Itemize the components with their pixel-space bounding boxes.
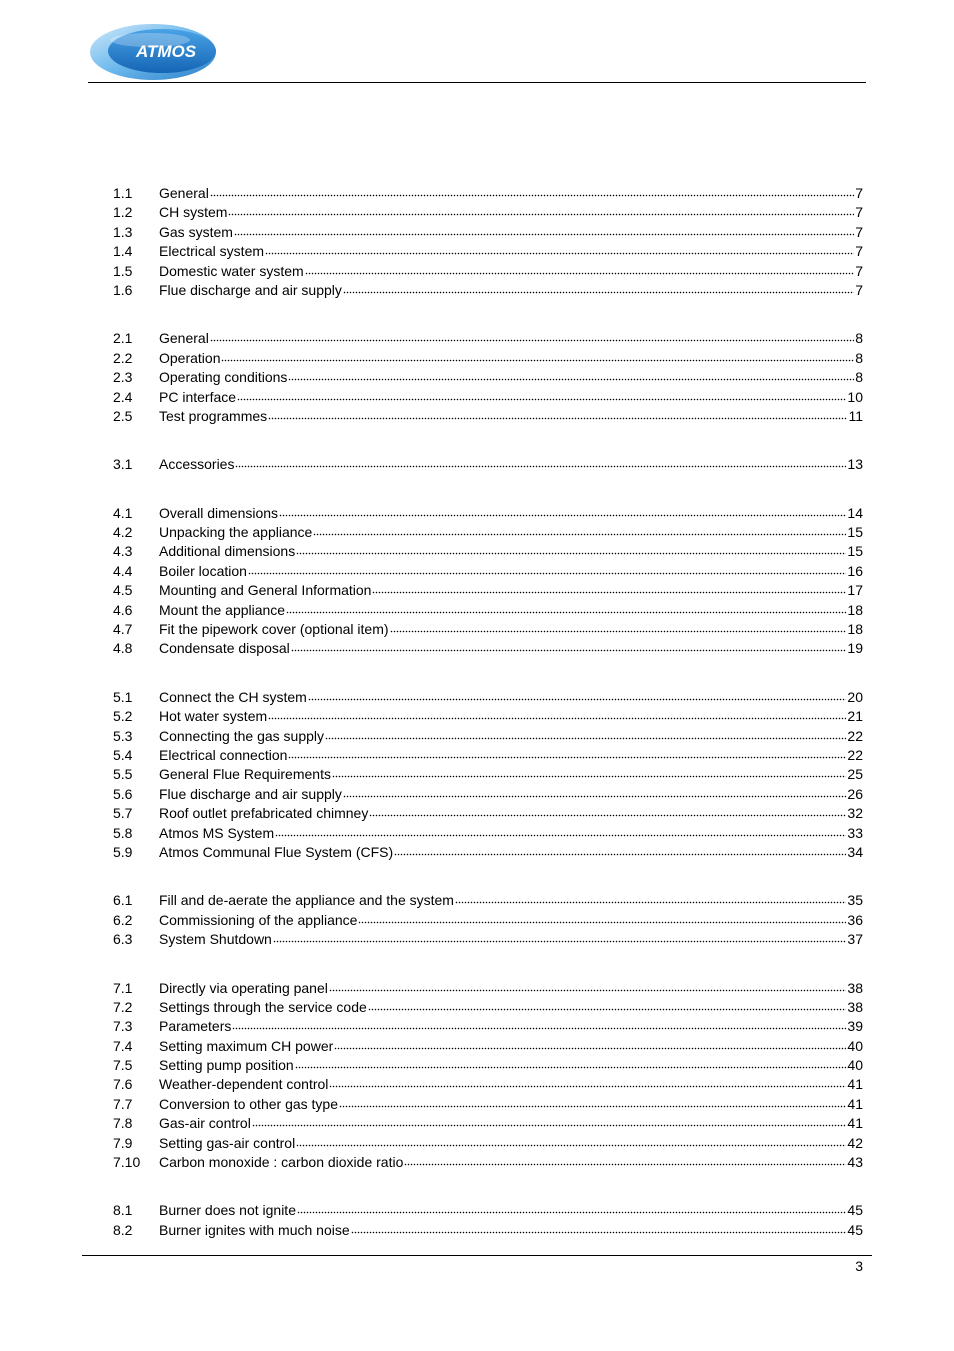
dot-leader [268, 716, 846, 720]
toc-entry[interactable] [113, 746, 863, 765]
toc-entry[interactable] [113, 688, 863, 707]
toc-entry-title: System Shutdown [159, 931, 272, 948]
toc-entry[interactable] [113, 388, 863, 407]
dot-leader [235, 464, 846, 468]
toc-entry-title: Fill and de-aerate the appliance and the system [159, 892, 454, 909]
toc-entry-title: Fit the pipework cover (optional item) [159, 621, 389, 638]
toc-section-8 [113, 1201, 863, 1240]
toc-entry-number: 5.6 [113, 785, 133, 802]
toc-entry-title: Test programmes [159, 407, 268, 424]
toc-entry-title: Unpacking the appliance [159, 524, 313, 541]
toc-entry-number: 7.1 [113, 979, 133, 996]
toc-section-1 [113, 184, 863, 300]
toc-entry[interactable] [113, 765, 863, 784]
toc-entry-title: Settings through the service code [159, 998, 367, 1015]
toc-entry[interactable] [113, 727, 863, 746]
toc-section-5 [113, 688, 863, 863]
toc-entry-page: 38 [847, 998, 863, 1015]
dot-leader [308, 697, 847, 701]
dot-leader [296, 551, 846, 555]
toc-entry-page: 19 [847, 640, 863, 657]
toc-entry-page: 43 [847, 1154, 863, 1171]
dot-leader [329, 988, 847, 992]
toc-entry[interactable] [113, 184, 863, 203]
atmos-logo [90, 22, 220, 82]
toc-entry-title: Electrical system [159, 243, 265, 260]
toc-entry-number: 1.5 [113, 262, 133, 279]
toc-entry-page: 40 [847, 1057, 863, 1074]
toc-entry-page: 21 [847, 708, 863, 725]
toc-entry-title: CH system [159, 204, 228, 221]
toc-entry-number: 2.4 [113, 388, 133, 405]
toc-entry-page: 7 [855, 185, 863, 201]
toc-entry-title: Connect the CH system [159, 688, 307, 705]
toc-entry[interactable] [113, 242, 863, 261]
toc-entry-number: 1.3 [113, 223, 133, 240]
toc-entry[interactable] [113, 1134, 863, 1153]
toc-section-2 [113, 329, 863, 426]
toc-entry-page: 20 [847, 688, 863, 705]
dot-leader [455, 900, 846, 904]
toc-entry-page: 7 [855, 223, 863, 240]
dot-leader [234, 232, 854, 236]
toc-entry-page: 11 [848, 407, 863, 424]
toc-entry-number: 7.2 [113, 998, 133, 1015]
toc-entry[interactable] [113, 349, 863, 368]
toc-entry-page: 18 [847, 601, 863, 618]
page-number: 3 [855, 1258, 863, 1274]
toc-entry-title: Mount the appliance [159, 601, 286, 618]
dot-leader [232, 1026, 846, 1030]
dot-leader [297, 1210, 846, 1214]
dot-leader [237, 397, 846, 401]
dot-leader [325, 736, 846, 740]
toc-entry-number: 4.8 [113, 640, 133, 657]
toc-section-3 [113, 455, 863, 474]
toc-entry-title: Boiler location [159, 562, 247, 579]
toc-entry-title: Domestic water system [159, 262, 304, 279]
toc-entry-number: 1.1 [113, 185, 133, 201]
toc-entry[interactable] [113, 504, 863, 523]
toc-entry-page: 14 [847, 504, 863, 521]
footer-rule [82, 1255, 872, 1256]
toc-entry[interactable] [113, 998, 863, 1017]
toc-entry[interactable] [113, 785, 863, 804]
toc-entry-number: 6.1 [113, 892, 133, 909]
toc-entry[interactable] [113, 281, 863, 300]
dot-leader [313, 532, 846, 536]
toc-entry-number: 4.4 [113, 562, 133, 579]
toc-entry[interactable] [113, 979, 863, 998]
toc-entry-number: 5.8 [113, 824, 133, 841]
toc-entry-number: 2.3 [113, 369, 133, 386]
toc-entry[interactable] [113, 891, 863, 910]
toc-entry-page: 26 [847, 785, 863, 802]
toc-entry-title: Accessories [159, 456, 235, 473]
toc-entry[interactable] [113, 601, 863, 620]
toc-entry[interactable] [113, 824, 863, 843]
toc-entry[interactable] [113, 407, 863, 426]
toc-entry[interactable] [113, 581, 863, 600]
toc-entry-title: Hot water system [159, 708, 268, 725]
dot-leader [369, 813, 846, 817]
toc-entry[interactable] [113, 843, 863, 862]
toc-entry-number: 5.3 [113, 727, 133, 744]
dot-leader [248, 571, 846, 575]
dot-leader [305, 271, 855, 275]
toc-entry-title: PC interface [159, 388, 237, 405]
toc-entry-title: Operation [159, 349, 221, 366]
toc-entry-page: 22 [847, 727, 863, 744]
dot-leader [358, 920, 846, 924]
toc-entry-title: General Flue Requirements [159, 766, 331, 783]
toc-entry-page: 15 [847, 524, 863, 541]
toc-entry[interactable] [113, 455, 863, 474]
toc-entry-number: 8.2 [113, 1221, 133, 1238]
toc-entry-title: Overall dimensions [159, 504, 279, 521]
toc-entry-number: 4.6 [113, 601, 133, 618]
toc-entry-title: Conversion to other gas type [159, 1095, 338, 1112]
toc-entry-title: Electrical connection [159, 746, 288, 763]
toc-entry-number: 7.8 [113, 1115, 133, 1132]
toc-entry-title: Connecting the gas supply [159, 727, 324, 744]
toc-entry-number: 2.5 [113, 407, 133, 424]
toc-entry-number: 4.5 [113, 582, 133, 599]
toc-entry-page: 36 [847, 911, 863, 928]
toc-entry-page: 34 [847, 843, 863, 860]
toc-entry-number: 5.7 [113, 805, 133, 822]
toc-entry-title: Operating conditions [159, 369, 288, 386]
toc-entry[interactable] [113, 368, 863, 387]
toc-entry-page: 40 [847, 1037, 863, 1054]
toc-entry-number: 7.7 [113, 1095, 133, 1112]
toc-entry-title: Gas-air control [159, 1115, 251, 1132]
toc-entry-number: 2.1 [113, 330, 133, 347]
toc-entry-page: 7 [855, 262, 863, 279]
toc-entry-page: 22 [847, 746, 863, 763]
dot-leader [368, 1007, 847, 1011]
dot-leader [334, 1046, 846, 1050]
dot-leader [339, 1104, 846, 1108]
toc-entry[interactable] [113, 1075, 863, 1094]
toc-entry-title: General [159, 185, 209, 201]
toc-entry-title: Gas system [159, 223, 233, 240]
dot-leader [351, 1230, 847, 1234]
toc-entry-number: 7.9 [113, 1134, 133, 1151]
toc-entry-page: 8 [855, 349, 863, 366]
dot-leader [275, 833, 846, 837]
toc-entry-page: 17 [847, 582, 863, 599]
toc-entry-number: 4.2 [113, 524, 133, 541]
toc-entry-title: Setting pump position [159, 1057, 294, 1074]
toc-section-7 [113, 979, 863, 1173]
dot-leader [394, 852, 846, 856]
dot-leader [343, 290, 854, 294]
toc-entry-title: Parameters [159, 1018, 232, 1035]
toc-entry[interactable] [113, 1056, 863, 1075]
toc-entry[interactable] [113, 1017, 863, 1036]
toc-entry-number: 7.10 [113, 1154, 141, 1171]
toc-entry[interactable] [113, 1153, 863, 1172]
dot-leader [372, 590, 846, 594]
toc-entry-page: 8 [855, 330, 863, 347]
toc-entry[interactable] [113, 562, 863, 581]
toc-entry-number: 7.5 [113, 1057, 133, 1074]
toc-entry-title: Roof outlet prefabricated chimney [159, 805, 369, 822]
toc-entry-number: 2.2 [113, 349, 133, 366]
toc-entry[interactable] [113, 542, 863, 561]
toc-entry-number: 4.7 [113, 621, 133, 638]
toc-entry[interactable] [113, 620, 863, 639]
toc-entry-title: Carbon monoxide : carbon dioxide ratio [159, 1154, 404, 1171]
toc-entry-title: Burner does not ignite [159, 1202, 296, 1219]
toc-entry-number: 6.2 [113, 911, 133, 928]
toc-entry-title: Condensate disposal [159, 640, 290, 657]
toc-section-4 [113, 504, 863, 659]
toc-entry-number: 5.2 [113, 708, 133, 725]
toc-entry-page: 7 [855, 281, 863, 298]
toc-entry[interactable] [113, 1114, 863, 1133]
toc-section-6 [113, 891, 863, 949]
toc-entry-page: 33 [847, 824, 863, 841]
toc-entry-number: 4.3 [113, 543, 133, 560]
toc-entry-title: Atmos MS System [159, 824, 275, 841]
dot-leader [296, 1143, 846, 1147]
toc-entry-number: 1.6 [113, 281, 133, 298]
toc-entry-page: 37 [847, 931, 863, 948]
toc-entry-number: 5.4 [113, 746, 133, 763]
toc-entry-number: 5.9 [113, 843, 133, 860]
toc-entry-page: 10 [847, 388, 863, 405]
toc-entry-number: 6.3 [113, 931, 133, 948]
toc-entry-page: 18 [847, 621, 863, 638]
toc-entry[interactable] [113, 1095, 863, 1114]
toc-entry-title: Directly via operating panel [159, 979, 328, 996]
dot-leader [265, 251, 854, 255]
toc-entry[interactable] [113, 1201, 863, 1220]
dot-leader [210, 193, 854, 197]
toc-entry-page: 38 [847, 979, 863, 996]
toc-entry-title: General [159, 330, 209, 347]
dot-leader [252, 1123, 847, 1127]
toc-entry-page: 35 [847, 892, 863, 909]
toc-entry-number: 5.5 [113, 766, 133, 783]
toc-entry[interactable] [113, 707, 863, 726]
toc-entry-title: Flue discharge and air supply [159, 281, 342, 298]
dot-leader [329, 1084, 846, 1088]
toc-entry[interactable] [113, 329, 863, 348]
toc-entry[interactable] [113, 804, 863, 823]
dot-leader [390, 629, 847, 633]
dot-leader [210, 338, 854, 342]
toc-entry-title: Setting gas-air control [159, 1134, 296, 1151]
toc-entry[interactable] [113, 639, 863, 658]
toc-entry-title: Commissioning of the appliance [159, 911, 358, 928]
toc-entry-number: 8.1 [113, 1202, 133, 1219]
dot-leader [286, 610, 846, 614]
toc-entry-page: 39 [847, 1018, 863, 1035]
toc-entry-page: 41 [847, 1115, 863, 1132]
toc-entry[interactable] [113, 523, 863, 542]
dot-leader [268, 416, 847, 420]
toc-entry[interactable] [113, 911, 863, 930]
toc-entry-number: 7.4 [113, 1037, 133, 1054]
toc-entry-page: 16 [847, 562, 863, 579]
toc-entry-page: 45 [847, 1221, 863, 1238]
toc-entry-number: 4.1 [113, 504, 133, 521]
dot-leader [295, 1065, 847, 1069]
toc-entry-number: 1.4 [113, 243, 133, 260]
toc-entry-page: 8 [855, 369, 863, 386]
toc-entry-title: Additional dimensions [159, 543, 296, 560]
toc-entry-title: Setting maximum CH power [159, 1037, 334, 1054]
dot-leader [279, 513, 846, 517]
toc-entry-page: 32 [847, 805, 863, 822]
toc-entry-page: 42 [847, 1134, 863, 1151]
dot-leader [288, 755, 846, 759]
dot-leader [291, 648, 847, 652]
toc-entry-number: 1.2 [113, 204, 133, 221]
toc-entry-page: 7 [855, 204, 863, 221]
toc-entry-page: 25 [847, 766, 863, 783]
toc-entry-page: 13 [847, 456, 863, 473]
toc-entry-title: Burner ignites with much noise [159, 1221, 350, 1238]
toc-entry[interactable] [113, 262, 863, 281]
toc-entry-number: 5.1 [113, 688, 133, 705]
toc-entry-page: 41 [847, 1076, 863, 1093]
toc-entry-number: 7.3 [113, 1018, 133, 1035]
toc-entry[interactable] [113, 203, 863, 222]
dot-leader [332, 774, 846, 778]
toc-entry-number: 7.6 [113, 1076, 133, 1093]
toc-entry-page: 41 [847, 1095, 863, 1112]
dot-leader [404, 1162, 846, 1166]
dot-leader [288, 377, 854, 381]
dot-leader [228, 212, 854, 216]
dot-leader [273, 939, 847, 943]
toc-entry[interactable] [113, 223, 863, 242]
dot-leader [221, 358, 854, 362]
toc-entry-page: 15 [847, 543, 863, 560]
logo-text: ATMOS [135, 42, 197, 61]
toc-entry-page: 7 [855, 243, 863, 260]
toc-entry-number: 3.1 [113, 456, 133, 473]
toc-entry-title: Weather-dependent control [159, 1076, 329, 1093]
toc-entry[interactable] [113, 930, 863, 949]
toc-entry-page: 45 [847, 1202, 863, 1219]
toc-entry-title: Atmos Communal Flue System (CFS) [159, 843, 394, 860]
dot-leader [343, 794, 847, 798]
header-rule [88, 82, 866, 83]
toc-entry-title: Mounting and General Information [159, 582, 372, 599]
toc-entry-title: Flue discharge and air supply [159, 785, 342, 802]
toc-entry[interactable] [113, 1221, 863, 1240]
toc-entry[interactable] [113, 1037, 863, 1056]
table-of-contents [113, 184, 863, 1269]
